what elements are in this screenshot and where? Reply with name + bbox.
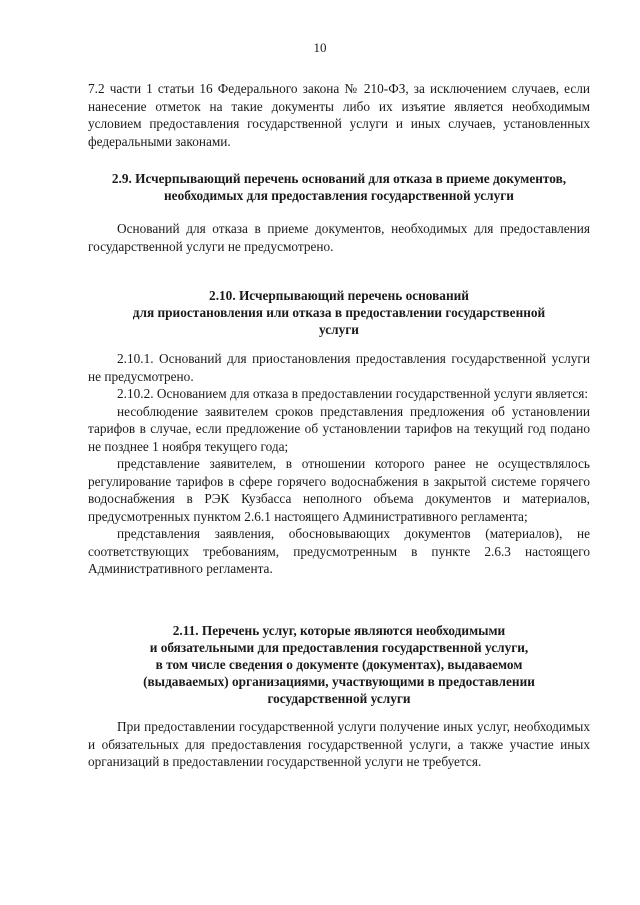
section-2-9-heading-line-1: 2.9. Исчерпывающий перечень оснований для отказа в приеме документов, bbox=[111, 171, 567, 186]
section-2-11-heading-line-4: (выдаваемых) организациями, участвующими в предоставлении bbox=[143, 674, 535, 689]
section-2-11-paragraph: При предоставлении государственной услуги получение иных услуг, необходимых и обязательных для предоставления государственной услуги, а также участие иных организаций в предоставлении государственной услуги не требуется. bbox=[88, 719, 590, 769]
section-2-9-paragraph: Оснований для отказа в приеме документов, необходимых для предоставления государственной услуги не предусмотрено. bbox=[88, 221, 590, 254]
section-2-10-paragraph-2: 2.10.2. Основанием для отказа в предоставлении государственной услуги является: bbox=[117, 386, 589, 401]
section-2-11-heading-line-1: 2.11. Перечень услуг, которые являются необходимыми bbox=[172, 623, 506, 638]
section-2-10-paragraph-3: несоблюдение заявителем сроков представления предложения об установлении тарифов в случае, если предложение об установлении тарифов на текущий год подано не позднее 1 ноября текущего года; bbox=[88, 403, 590, 454]
section-2-10-paragraph-1: 2.10.1. Оснований для приостановления предоставления государственной услуги не предусмотрено. bbox=[88, 351, 590, 384]
section-2-11-body bbox=[88, 718, 590, 771]
section-2-10-heading-line-1: 2.10. Исчерпывающий перечень оснований bbox=[209, 288, 469, 303]
section-2-11-heading-line-2: и обязательными для предоставления государственной услуги, bbox=[149, 640, 529, 655]
section-2-11-heading bbox=[88, 622, 590, 707]
intro-block bbox=[88, 80, 590, 150]
section-2-9-body bbox=[88, 220, 590, 255]
section-2-10-heading bbox=[88, 287, 590, 338]
section-2-9-heading bbox=[88, 170, 590, 204]
section-2-10-paragraph-5: представления заявления, обосновывающих документов (материалов), не соответствующих требованиям, предусмотренным в пункте 2.6.3 настоящего Административного регламента. bbox=[88, 526, 590, 576]
section-2-10-paragraph-4: представление заявителем, в отношении которого ранее не осуществлялось регулирование тарифов в сфере горячего водоснабжения в закрытой системе горячего водоснабжения в РЭК Кузбасса неполного объема документов и материалов, предусмотренных пунктом 2.6.1 настоящего Административного регламента; bbox=[88, 456, 590, 524]
section-2-10-heading-line-3: услуги bbox=[319, 322, 359, 337]
section-2-9-heading-line-2: необходимых для предоставления государственной услуги bbox=[164, 188, 514, 203]
section-2-11-heading-line-3: в том числе сведения о документе (документах), выдаваемом bbox=[155, 657, 523, 672]
page-number: 10 bbox=[313, 40, 327, 55]
section-2-10-body bbox=[88, 350, 590, 578]
section-2-10-heading-line-2: для приостановления или отказа в предоставлении государственной bbox=[132, 305, 546, 320]
intro-paragraph: 7.2 части 1 статьи 16 Федерального закона № 210-ФЗ, за исключением случаев, если нанесение отметок на такие документы либо их изъятие является необходимым условием предоставления государственной услуги и иных случаев, установленных федеральными законами. bbox=[88, 81, 590, 149]
section-2-11-heading-line-5: государственной услуги bbox=[267, 691, 411, 706]
